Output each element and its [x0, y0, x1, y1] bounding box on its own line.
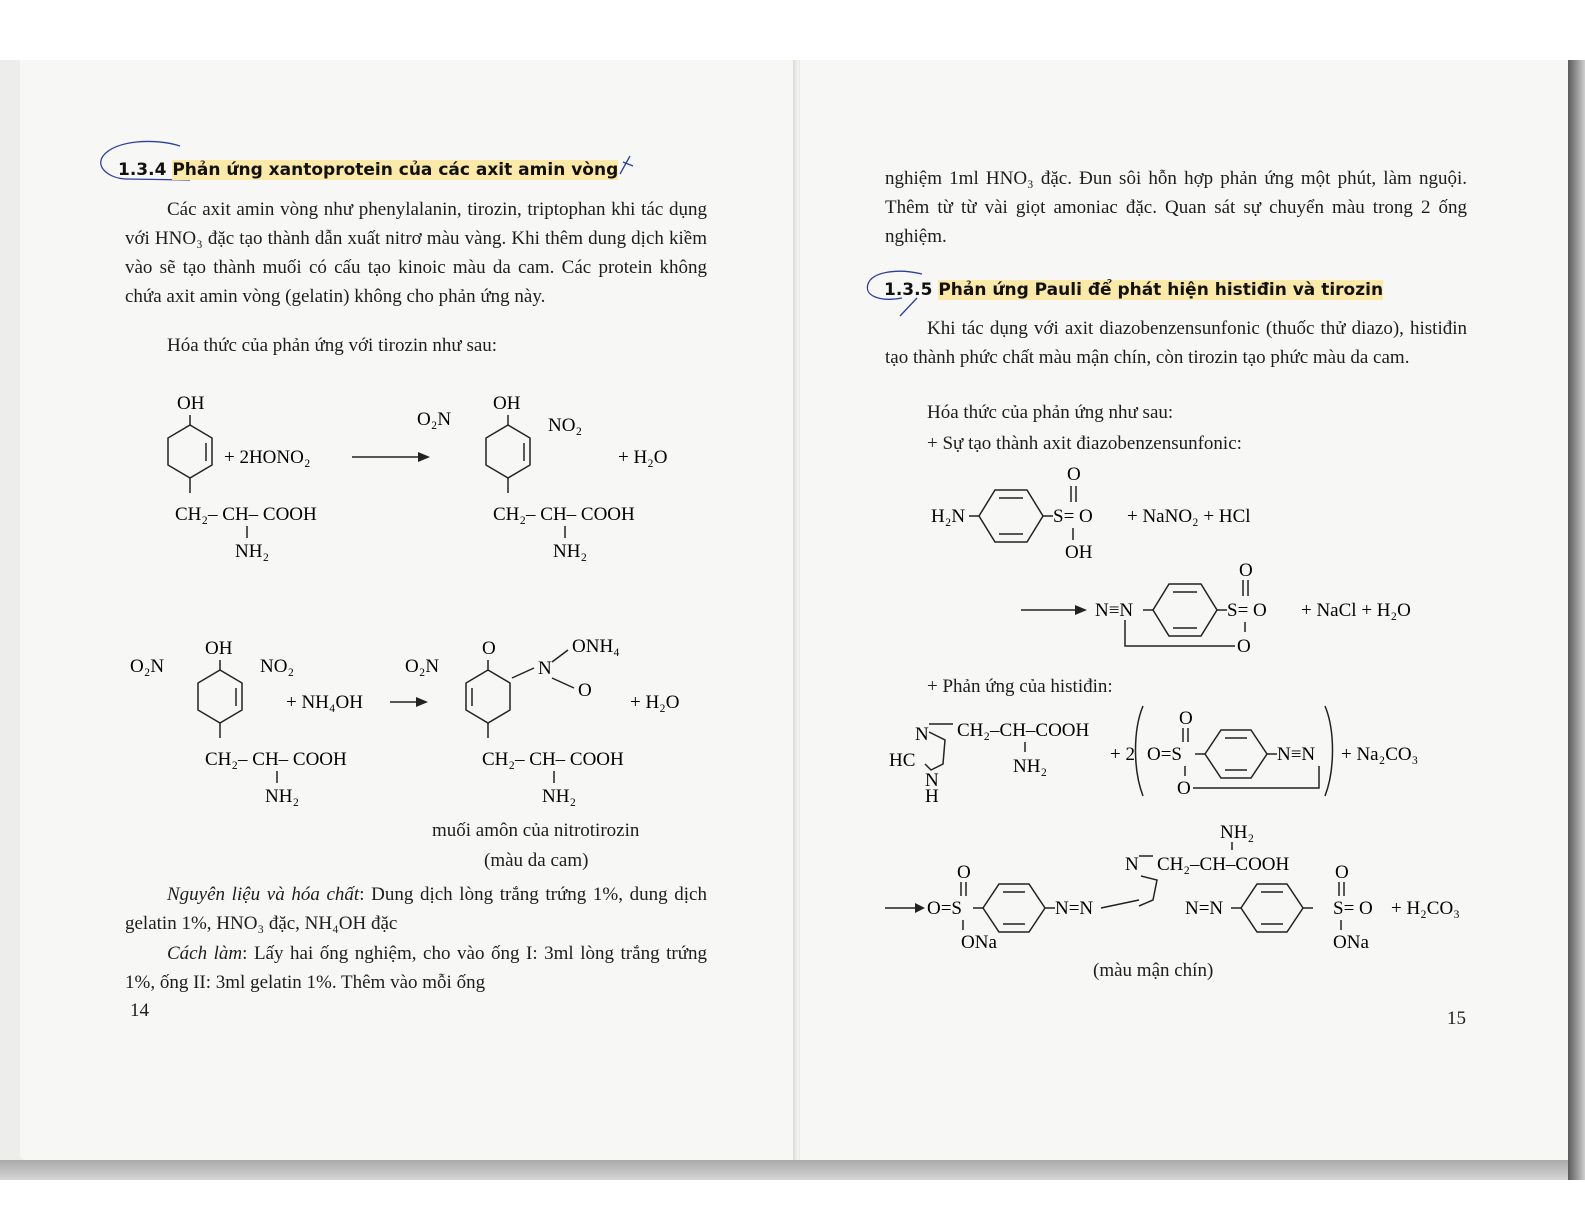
nitro-left-label: O₂N — [405, 656, 440, 677]
reagent-label: + 2HONO₂ — [224, 447, 311, 468]
section-heading-1-3-4 — [118, 160, 618, 180]
water-label: + H₂O — [630, 692, 680, 713]
materials-label: Nguyên liệu và hóa chất — [167, 884, 360, 905]
nitro-right-label: NO₂ — [548, 415, 583, 436]
oxygen-label: O — [1179, 708, 1193, 729]
ring-h-label: H — [925, 786, 939, 807]
reaction-ammonium-salt — [120, 630, 720, 815]
carbonate-label: + Na₂CO₃ — [1341, 744, 1419, 765]
byproducts-label: + NaCl + H₂O — [1301, 600, 1411, 621]
reagent-label: + NH₄OH — [286, 692, 363, 713]
sulfonyl-label: S= O — [1227, 600, 1267, 621]
oxide-label: O — [578, 680, 592, 701]
diazo-label: N≡N — [1277, 744, 1316, 765]
diazo-label: N≡N — [1095, 600, 1134, 621]
amine-label: NH₂ — [265, 786, 300, 807]
oxygen-label: O — [1177, 778, 1191, 799]
reagents-label: + NaNO₂ + HCl — [1127, 506, 1251, 527]
azo-label: N=N — [1185, 898, 1224, 919]
amine-label: H₂N — [931, 506, 966, 527]
acid-label: + H₂CO₃ — [1391, 898, 1460, 919]
oxygen-label: O — [1237, 636, 1251, 657]
coefficient-label: + 2 — [1110, 744, 1135, 765]
reaction-tirozin-nitration — [120, 385, 720, 575]
method-label: Cách làm — [167, 943, 243, 964]
step-label: + Sự tạo thành axit điazobenzensunfonic: — [927, 433, 1242, 454]
side-chain-label: CH₂–CH–COOH — [957, 720, 1090, 741]
method-paragraph — [125, 939, 707, 997]
amine-label: NH₂ — [235, 541, 270, 562]
hydroxyl-label: OH — [1065, 542, 1093, 563]
section-title: Phản ứng xantoprotein của các axit amin vòng — [172, 160, 619, 180]
side-chain-label: CH₂– CH– COOH — [493, 504, 635, 525]
paragraph: Hóa thức của phản ứng như sau: — [927, 402, 1174, 423]
nitro-left-label: O₂N — [130, 656, 165, 677]
scan-edge — [1568, 60, 1585, 1180]
materials-text: : Dung dịch lòng trắng trứng 1%, dung dịch gelatin 1%, HNO₃ đặc, NH₄OH đặc — [125, 884, 707, 934]
water-label: + H₂O — [618, 447, 668, 468]
paragraph: Hóa thức của phản ứng với tirozin như sau: — [167, 335, 498, 356]
ring-nitrogen-label: N — [915, 724, 929, 745]
sodium-oxide-label: ONa — [961, 932, 997, 953]
ring-nitrogen-label: N — [1125, 854, 1139, 875]
carbonyl-oxygen-label: O — [482, 638, 496, 659]
step-label: + Phản ứng của histiđin: — [927, 676, 1113, 697]
bottom-shadow — [0, 1160, 1585, 1180]
section-heading-1-3-5 — [884, 280, 1383, 300]
amine-label: NH₂ — [553, 541, 588, 562]
ring-nh-label: N — [925, 770, 939, 791]
sulfonyl-label: S= O — [1333, 898, 1373, 919]
hydroxyl-label: OH — [205, 638, 233, 659]
oxygen-label: O — [1335, 862, 1349, 883]
section-number: 1.3.4 — [118, 160, 167, 180]
pen-check-mark — [618, 152, 638, 182]
side-chain-label: CH₂– CH– COOH — [175, 504, 317, 525]
hydroxyl-label: OH — [493, 393, 521, 414]
oxygen-label: O — [1067, 464, 1081, 485]
onh4-label: ONH₄ — [572, 636, 620, 657]
nitro-left-label: O₂N — [417, 409, 452, 430]
continuation-paragraph: nghiệm 1ml HNO₃ đặc. Đun sôi hỗn hợp phản ứng một phút, làm nguội. Thêm từ từ vài giọt amoniac đặc. Quan sát sự chuyển màu trong 2 ống nghiệm. — [885, 168, 1467, 247]
sodium-oxide-label: ONa — [1333, 932, 1369, 953]
caption: muối amôn của nitrotirozin — [432, 820, 640, 841]
nitrogen-label: N — [538, 658, 552, 679]
caption: (màu mận chín) — [1093, 960, 1214, 981]
sulfonyl-label: S= O — [1053, 506, 1093, 527]
amine-label: NH₂ — [1220, 822, 1255, 843]
paragraph: Khi tác dụng với axit diazobenzensunfonic (thuốc thử diazo), histiđin tạo thành phức chất màu mận chín, còn tirozin tạo phức màu da cam. — [885, 318, 1467, 368]
benzene-ring — [983, 884, 1045, 932]
materials-paragraph — [125, 880, 707, 938]
sulfonyl-label: O=S — [1147, 744, 1183, 765]
side-chain-label: CH₂– CH– COOH — [205, 749, 347, 770]
method-text: : Lấy hai ống nghiệm, cho vào ống I: 3ml lòng trắng trứng 1%, ống II: 3ml gelatin 1%. Thêm vào mỗi ống — [125, 943, 707, 993]
benzene-ring — [1205, 730, 1267, 778]
paragraph: Các axit amin vòng như phenylalanin, tirozin, triptophan khi tác dụng với HNO₃ đặc tạo thành dẫn xuất nitrơ màu vàng. Khi thêm dung dịch kiềm vào sẽ tạo thành muối có cấu tạo kinoic màu da cam. Các protein không chứa axit amin vòng (gelatin) không cho phản ứng này. — [125, 199, 707, 307]
benzene-ring — [1241, 884, 1303, 932]
amine-label: NH₂ — [542, 786, 577, 807]
nitro-right-label: NO₂ — [260, 656, 295, 677]
side-chain-label: CH₂– CH– COOH — [482, 749, 624, 770]
reaction-histidin — [885, 700, 1475, 980]
section-number: 1.3.5 — [884, 280, 933, 300]
reaction-diazotization — [925, 460, 1465, 675]
page-number: 15 — [1447, 1008, 1466, 1029]
oxygen-label: O — [957, 862, 971, 883]
sulfonyl-label: O=S — [927, 898, 963, 919]
hydroxyl-label: OH — [177, 393, 205, 414]
azo-label: N=N — [1055, 898, 1094, 919]
ring-hc-label: HC — [889, 750, 916, 771]
imidazole-ring — [1139, 876, 1157, 906]
section-title: Phản ứng Pauli để phát hiện histiđin và tirozin — [938, 280, 1384, 300]
caption: (màu da cam) — [484, 850, 589, 871]
page-number: 14 — [130, 1000, 149, 1021]
side-chain-label: CH₂–CH–COOH — [1157, 854, 1290, 875]
oxygen-label: O — [1239, 560, 1253, 581]
amine-label: NH₂ — [1013, 756, 1048, 777]
